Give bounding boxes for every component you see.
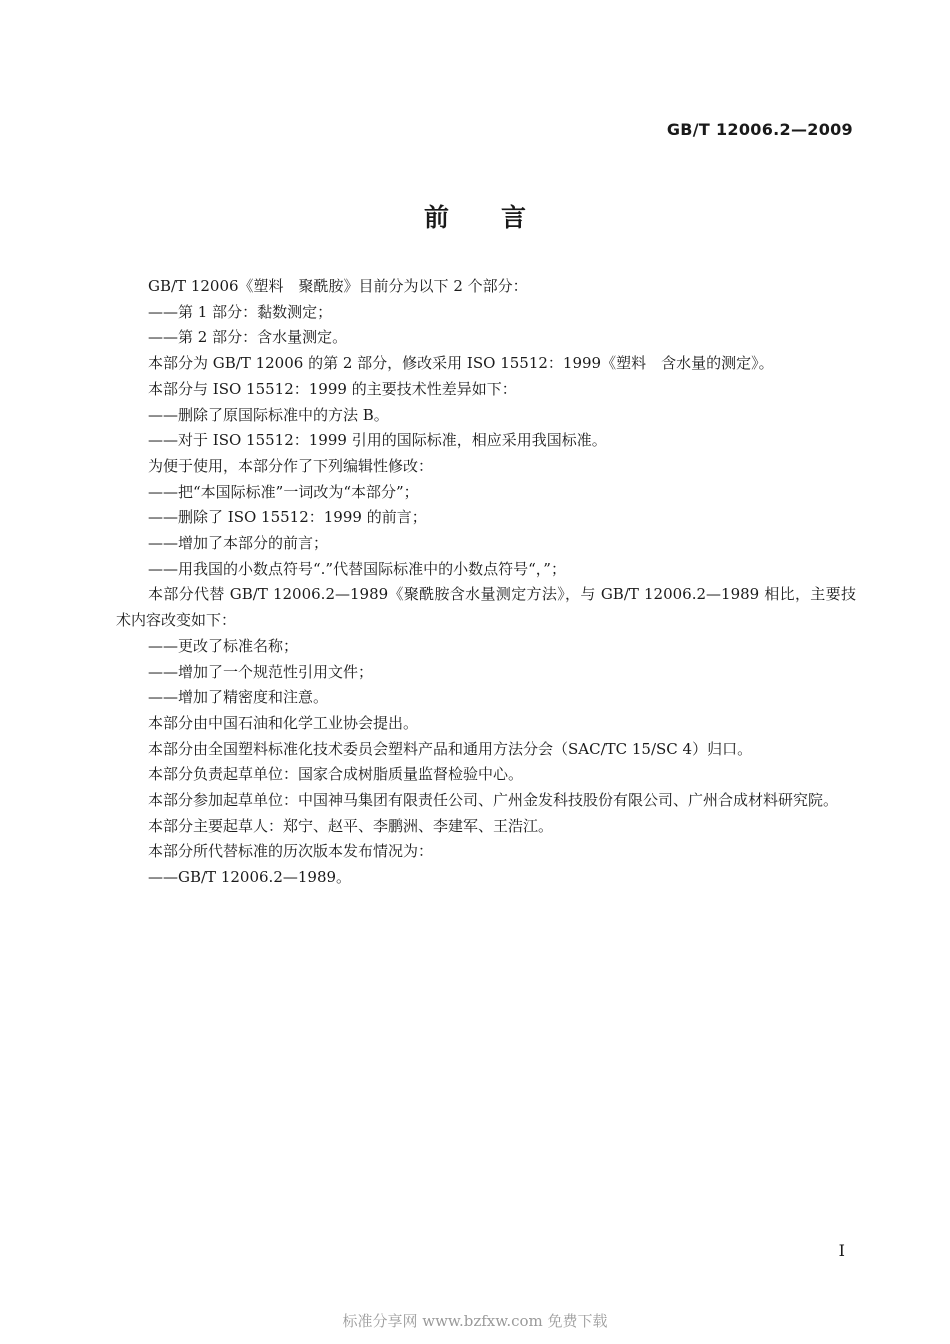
- paragraph: 本部分所代替标准的历次版本发布情况为：: [148, 842, 434, 861]
- paragraph: 本部分负责起草单位：国家合成树脂质量监督检验中心。: [148, 765, 524, 784]
- watermark-text: 标准分享网 www.bzfxw.com 免费下载: [342, 1312, 608, 1330]
- page-title: 前言: [423, 203, 578, 232]
- list-item: ——删除了原国际标准中的方法 B。: [148, 405, 389, 424]
- paragraph: 本部分代替 GB/T 12006.2—1989《聚酰胺含水量测定方法》，与 GB/T 12006.2—1989 相比，主要技术内容改变如下：: [116, 585, 856, 630]
- list-item: ——第 1 部分：黏数测定；: [148, 302, 333, 321]
- list-item: ——把“本国际标准”一词改为“本部分”；: [148, 482, 419, 501]
- list-item: ——对于 ISO 15512：1999 引用的国际标准，相应采用我国标准。: [148, 431, 607, 450]
- paragraph: 本部分由全国塑料标准化技术委员会塑料产品和通用方法分会（SAC/TC 15/SC 4）归口。: [148, 739, 753, 758]
- foreword-body: [116, 274, 856, 891]
- paragraph: 本部分参加起草单位：中国神马集团有限责任公司、广州金发科技股份有限公司、广州合成材料研究院。: [148, 791, 839, 810]
- standard-code: GB/T 12006.2—2009: [666, 120, 853, 139]
- list-item: ——增加了精密度和注意。: [148, 688, 329, 707]
- list-item: ——增加了一个规范性引用文件；: [148, 662, 374, 681]
- list-item: ——删除了 ISO 15512：1999 的前言；: [148, 508, 427, 527]
- paragraph: 本部分由中国石油和化学工业协会提出。: [148, 713, 419, 732]
- list-item: ——增加了本部分的前言；: [148, 534, 329, 553]
- list-item: ——GB/T 12006.2—1989。: [148, 868, 352, 887]
- paragraph: 本部分与 ISO 15512：1999 的主要技术性差异如下：: [148, 379, 517, 398]
- list-item: ——第 2 部分：含水量测定。: [148, 328, 348, 347]
- paragraph: 本部分为 GB/T 12006 的第 2 部分，修改采用 ISO 15512：1999《塑料 含水量的测定》。: [148, 354, 774, 373]
- page-number: I: [838, 1241, 845, 1260]
- list-item: ——用我国的小数点符号“.”代替国际标准中的小数点符号“，”；: [148, 559, 566, 578]
- list-item: ——更改了标准名称；: [148, 636, 299, 655]
- paragraph: 为便于使用，本部分作了下列编辑性修改：: [148, 456, 434, 475]
- paragraph: GB/T 12006《塑料 聚酰胺》目前分为以下 2 个部分：: [148, 277, 528, 295]
- paragraph: 本部分主要起草人：郑宁、赵平、李鹏洲、李建军、王浩江。: [148, 816, 554, 835]
